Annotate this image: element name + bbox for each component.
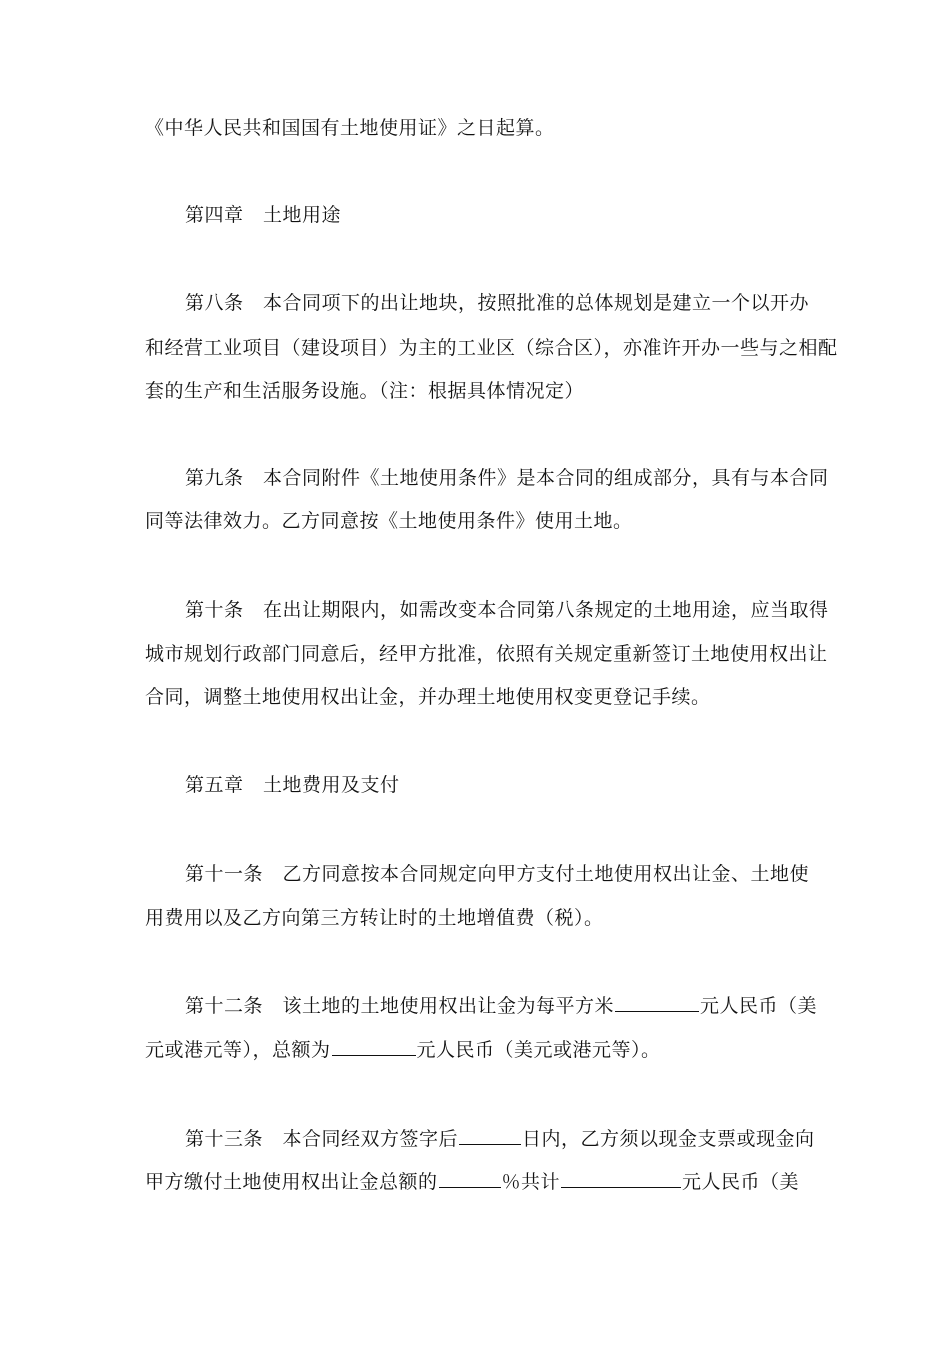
article-8-line-1: 第八条 本合同项下的出让地块，按照批准的总体规划是建立一个以开办 [185, 292, 810, 314]
article-12-line-1: 第十二条 该土地的土地使用权出让金为每平方米 元人民币（美 [185, 995, 818, 1017]
amount-blank[interactable] [561, 1169, 681, 1188]
total-amount-blank[interactable] [332, 1037, 416, 1056]
article-9-line-1: 第九条 本合同附件《土地使用条件》是本合同的组成部分，具有与本合同 [185, 467, 829, 489]
article-11-line-1: 第十一条 乙方同意按本合同规定向甲方支付土地使用权出让金、土地使 [185, 863, 810, 885]
article-12-line-2: 元或港元等），总额为 元人民币（美元或港元等）。 [145, 1039, 661, 1061]
article-8-line-3: 套的生产和生活服务设施。（注：根据具体情况定） [145, 380, 585, 402]
article-13-line-1: 第十三条 本合同经双方签字后 日内，乙方须以现金支票或现金向 [185, 1128, 815, 1150]
percentage-blank[interactable] [439, 1169, 501, 1188]
paragraph-continuation: 《中华人民共和国国有土地使用证》之日起算。 [145, 117, 555, 139]
article-10-line-3: 合同，调整土地使用权出让金，并办理土地使用权变更登记手续。 [145, 686, 711, 708]
article-8-line-2: 和经营工业项目（建设项目）为主的工业区（综合区），亦准许开办一些与之相配 [145, 337, 838, 359]
chapter-4-heading: 第四章 土地用途 [185, 204, 342, 226]
article-9-line-2: 同等法律效力。乙方同意按《土地使用条件》使用土地。 [145, 510, 633, 532]
days-blank[interactable] [459, 1126, 521, 1145]
article-10-line-2: 城市规划行政部门同意后，经甲方批准，依照有关规定重新签订土地使用权出让 [145, 643, 828, 665]
chapter-5-heading: 第五章 土地费用及支付 [185, 774, 400, 796]
article-10-line-1: 第十条 在出让期限内，如需改变本合同第八条规定的土地用途，应当取得 [185, 599, 829, 621]
article-11-line-2: 用费用以及乙方向第三方转让时的土地增值费（税）。 [145, 907, 604, 929]
price-per-sqm-blank[interactable] [615, 993, 699, 1012]
article-13-line-2: 甲方缴付土地使用权出让金总额的 ％共计 元人民币（美 [145, 1171, 800, 1193]
